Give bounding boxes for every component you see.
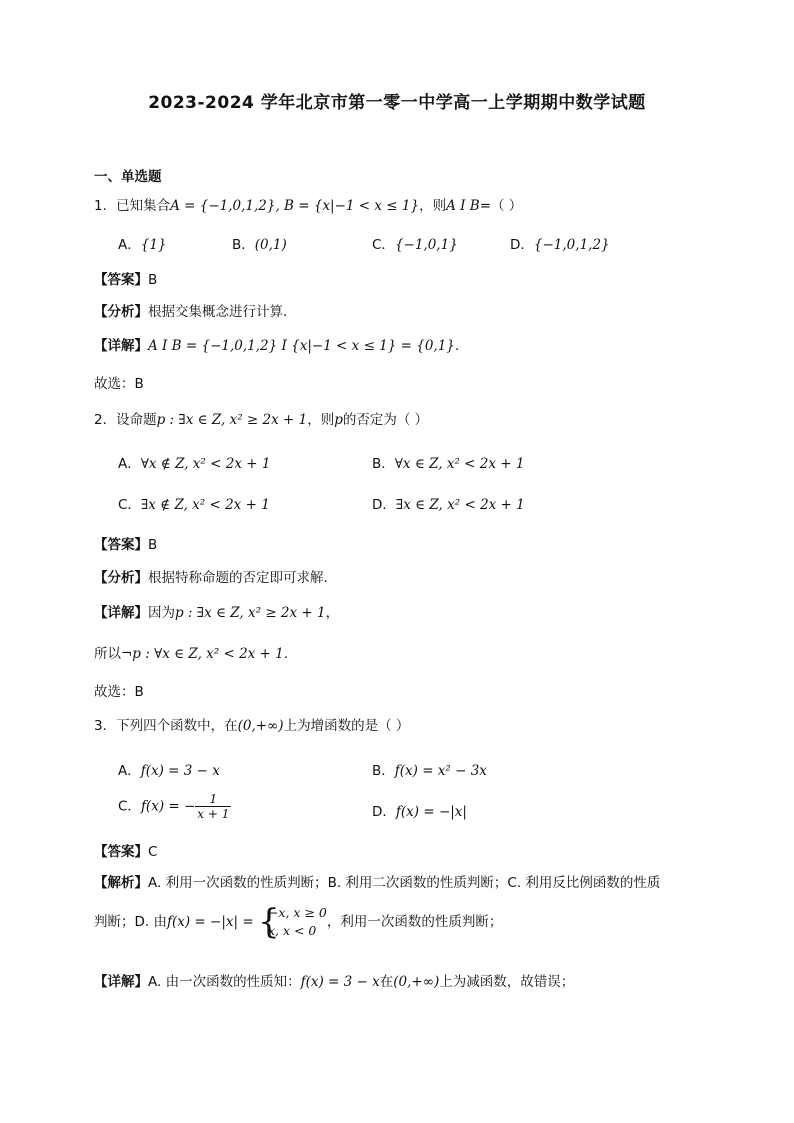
q3-stem-text: 3．下列四个函数中，在 bbox=[94, 718, 238, 734]
option-value: ∃x ∉ Z, x² < 2x + 1 bbox=[140, 497, 270, 513]
q2-detail bbox=[94, 601, 339, 621]
option-label: B． bbox=[372, 456, 395, 472]
q2-option-c bbox=[118, 493, 270, 513]
jiexi-math: f(x) = −|x| = bbox=[166, 914, 254, 930]
option-value: {−1,0,1,2} bbox=[533, 237, 610, 253]
jiexi-text: A. 利用一次函数的性质判断；B. 利用二次函数的性质判断；C. 利用反比例函数的性质 bbox=[148, 875, 661, 891]
jiexi-tag: 【解析】 bbox=[94, 875, 148, 891]
so-math: ¬p : ∀x ∈ Z, x² < 2x + 1 bbox=[121, 646, 284, 662]
detail-math: f(x) = 3 − x bbox=[300, 974, 380, 990]
q3-option-b bbox=[372, 759, 487, 779]
left-brace-icon: { bbox=[257, 902, 280, 942]
q2-stem-math: p : ∃x ∈ Z, x² ≥ 2x + 1 bbox=[156, 412, 308, 428]
q3-option-c bbox=[118, 792, 231, 821]
option-label: B． bbox=[372, 763, 395, 779]
q2-analysis bbox=[94, 566, 328, 586]
q2-stem-math2: p bbox=[334, 412, 343, 428]
jiexi-end: ，利用一次函数的性质判断； bbox=[326, 914, 503, 930]
option-value: f(x) = x² − 3x bbox=[394, 763, 487, 779]
analysis-tag: 【分析】 bbox=[94, 570, 148, 586]
answer-value: C bbox=[148, 844, 158, 860]
q2-stem bbox=[94, 408, 428, 428]
q1-option-b bbox=[232, 233, 287, 253]
option-label: C． bbox=[118, 497, 141, 513]
q1-stem-math: A = {−1,0,1,2}, B = {x|−1 < x ≤ 1} bbox=[170, 198, 420, 214]
q2-stem-end: 的否定为（ ） bbox=[342, 412, 429, 428]
piece-case-2: x, x < 0 bbox=[267, 923, 317, 938]
q1-answer bbox=[94, 268, 157, 288]
q2-answer bbox=[94, 533, 157, 553]
detail-tag: 【详解】 bbox=[94, 338, 148, 354]
piecewise-function bbox=[258, 904, 327, 940]
option-value: f(x) = 3 − x bbox=[140, 763, 220, 779]
option-value: {−1,0,1} bbox=[394, 237, 458, 253]
q3-stem-math: (0,+∞) bbox=[237, 718, 284, 734]
q2-so bbox=[94, 642, 288, 662]
q1-stem-text2: ，则 bbox=[419, 198, 447, 214]
answer-value: B bbox=[148, 272, 158, 288]
analysis-text: 根据交集概念进行计算. bbox=[148, 304, 288, 320]
q1-option-d bbox=[510, 233, 610, 253]
q1-stem-math2: A I B bbox=[446, 198, 480, 214]
detail-end: . bbox=[454, 338, 460, 354]
option-label: C． bbox=[372, 237, 395, 253]
jiexi-text: 判断；D. 由 bbox=[94, 914, 167, 930]
detail-text: A. 由一次函数的性质知： bbox=[148, 974, 301, 990]
q1-option-a bbox=[118, 233, 167, 253]
fraction-denominator: x + 1 bbox=[197, 807, 230, 821]
detail-text: 因为 bbox=[148, 605, 175, 621]
answer-tag: 【答案】 bbox=[94, 844, 148, 860]
option-label: B． bbox=[232, 237, 255, 253]
option-label: D． bbox=[372, 497, 396, 513]
piece-case-1: −x, x ≥ 0 bbox=[267, 905, 327, 920]
detail-tag: 【详解】 bbox=[94, 605, 148, 621]
q1-analysis bbox=[94, 300, 287, 320]
option-value: {1} bbox=[140, 237, 167, 253]
q2-option-d bbox=[372, 493, 525, 513]
fraction bbox=[195, 792, 231, 821]
detail-end: 上为减函数，故错误； bbox=[439, 974, 575, 990]
answer-value: B bbox=[148, 537, 158, 553]
q3-jiexi-1 bbox=[94, 871, 660, 891]
q1-option-c bbox=[372, 233, 458, 253]
detail-math2: (0,+∞) bbox=[393, 974, 440, 990]
q2-choice: 故选：B bbox=[94, 684, 144, 700]
option-label: A． bbox=[118, 237, 141, 253]
option-label: A． bbox=[118, 763, 141, 779]
section-heading: 一、单选题 bbox=[94, 169, 162, 185]
q2-option-a bbox=[118, 452, 270, 472]
q2-stem-mid: ，则 bbox=[307, 412, 335, 428]
q3-answer bbox=[94, 840, 157, 860]
q1-choice: 故选：B bbox=[94, 376, 144, 392]
q1-stem bbox=[94, 194, 522, 214]
document-title: 2023-2024 学年北京市第一零一中学高一上学期期中数学试题 bbox=[148, 93, 646, 113]
option-value: (0,1) bbox=[254, 237, 287, 253]
q3-jiexi-2 bbox=[94, 904, 502, 940]
detail-math: A I B = {−1,0,1,2} I {x|−1 < x ≤ 1} = {0,1} bbox=[148, 338, 455, 354]
q3-option-a bbox=[118, 759, 220, 779]
detail-end: ， bbox=[325, 605, 340, 621]
analysis-text: 根据特称命题的否定即可求解. bbox=[148, 570, 328, 586]
so-text: 所以 bbox=[94, 646, 121, 662]
q1-stem-text: 1．已知集合 bbox=[94, 198, 171, 214]
q3-detail bbox=[94, 970, 574, 990]
option-value: f(x) = −|x| bbox=[395, 804, 467, 820]
option-label: D． bbox=[510, 237, 534, 253]
option-value: ∀x ∉ Z, x² < 2x + 1 bbox=[140, 456, 271, 472]
option-value: f(x) = − bbox=[140, 798, 196, 815]
detail-tag: 【详解】 bbox=[94, 974, 148, 990]
option-label: D． bbox=[372, 804, 396, 820]
q2-option-b bbox=[372, 452, 524, 472]
option-label: C． bbox=[118, 798, 141, 815]
answer-tag: 【答案】 bbox=[94, 537, 148, 553]
q3-option-d bbox=[372, 800, 467, 820]
q3-stem-end: 上为增函数的是（ ） bbox=[283, 718, 410, 734]
detail-math: p : ∃x ∈ Z, x² ≥ 2x + 1 bbox=[175, 605, 326, 621]
fraction-numerator: 1 bbox=[195, 792, 231, 807]
q1-stem-end: =（ ） bbox=[479, 198, 523, 214]
analysis-tag: 【分析】 bbox=[94, 304, 148, 320]
q1-detail bbox=[94, 334, 459, 354]
q2-stem-text: 2．设命题 bbox=[94, 412, 157, 428]
so-end: . bbox=[283, 646, 289, 662]
q3-stem bbox=[94, 714, 409, 734]
option-label: A． bbox=[118, 456, 141, 472]
answer-tag: 【答案】 bbox=[94, 272, 148, 288]
detail-mid: 在 bbox=[379, 974, 394, 990]
option-value: ∃x ∈ Z, x² < 2x + 1 bbox=[395, 497, 525, 513]
option-value: ∀x ∈ Z, x² < 2x + 1 bbox=[394, 456, 525, 472]
